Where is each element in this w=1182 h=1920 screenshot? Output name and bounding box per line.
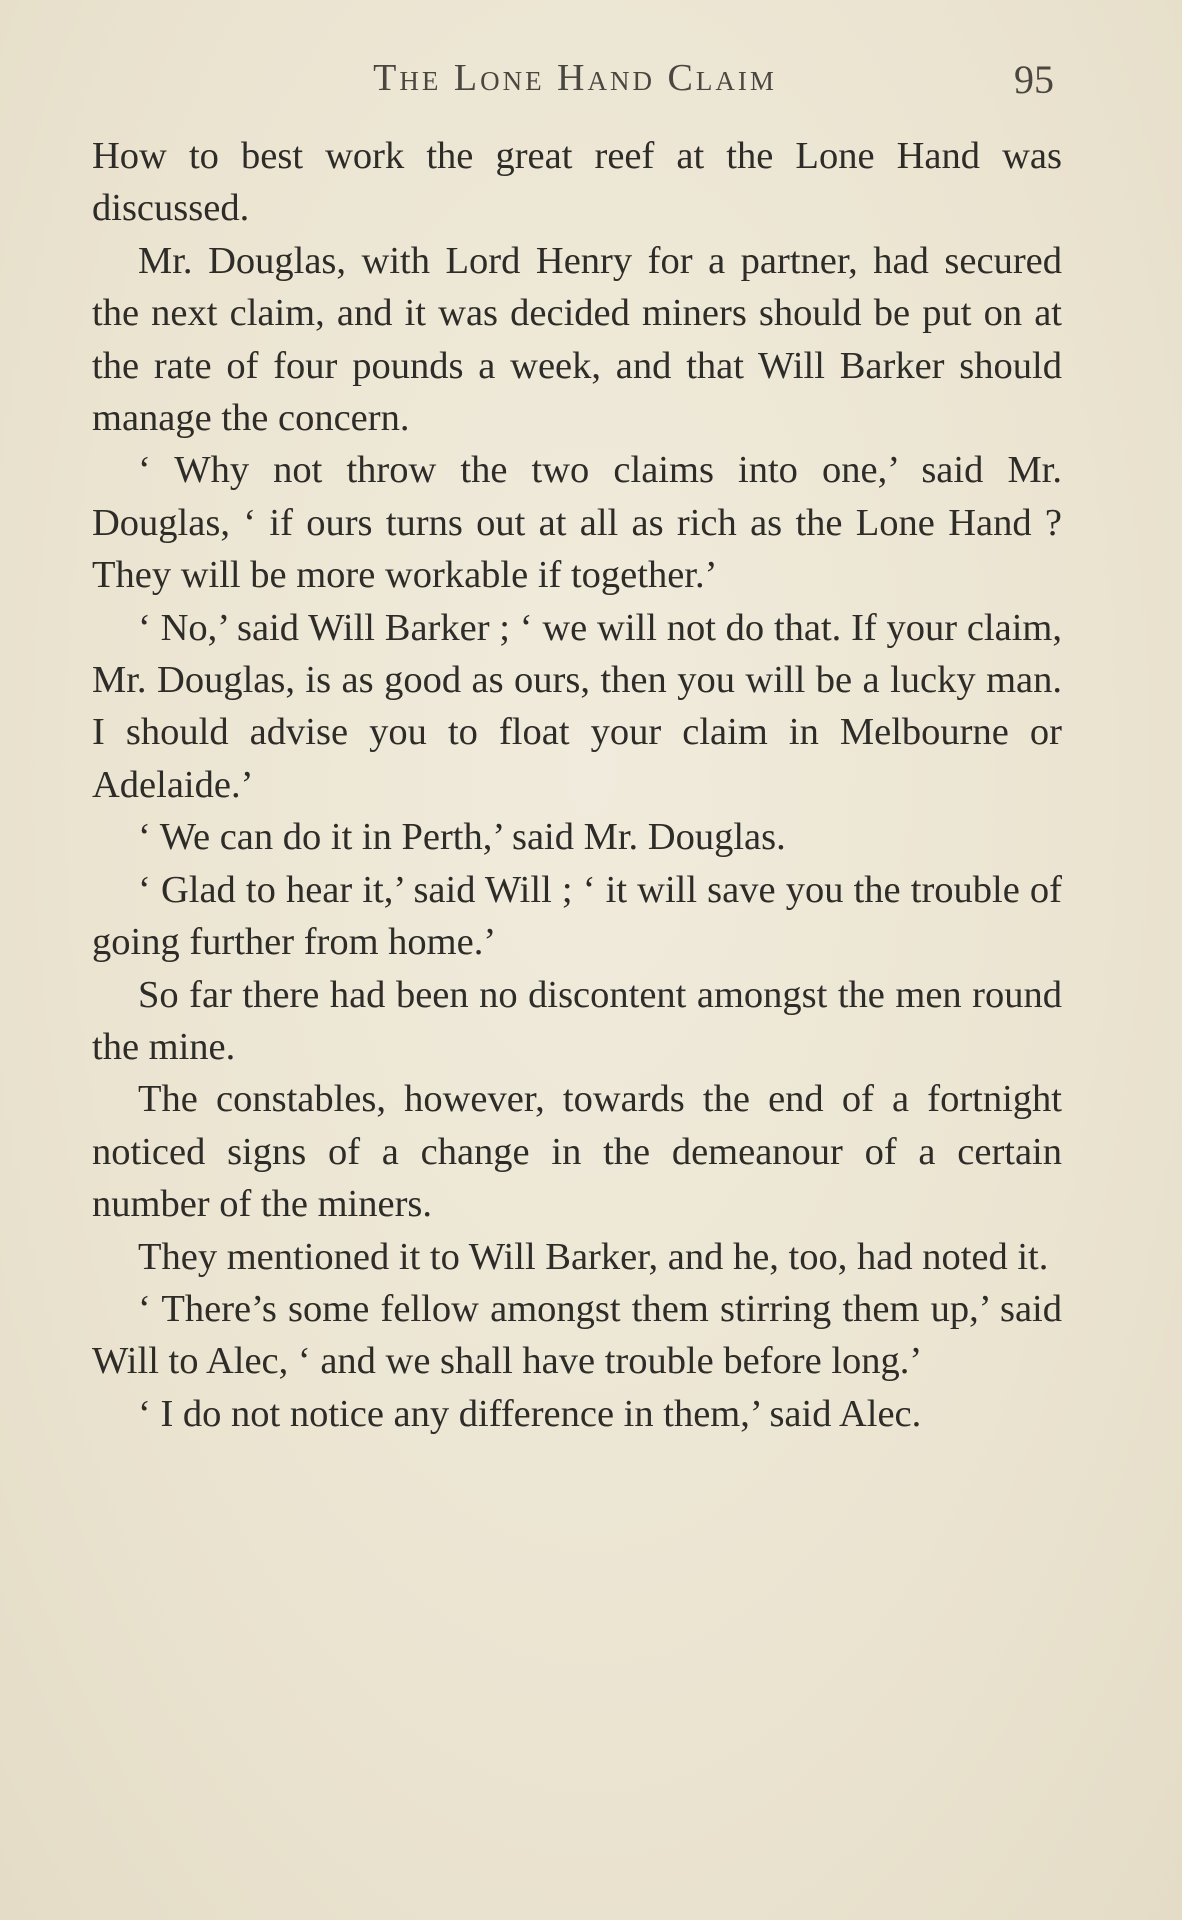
paragraph: So far there had been no discontent amongst the men round the mine. (92, 973, 1062, 1068)
paragraph: ‘ Glad to hear it,’ said Will ; ‘ it will save you the trouble of going further from home.’ (92, 868, 1062, 964)
page-number: 95 (1014, 57, 1054, 102)
paragraph: Mr. Douglas, with Lord Henry for a partner, had secured the next claim, and it was decided miners should be put on at the rate of four pounds a week, and that Will Barker should manage the concern. (92, 239, 1062, 440)
paragraph: The constables, however, towards the end of a fortnight noticed signs of a change in the demeanour of a certain number of the miners. (92, 1078, 1062, 1226)
paragraph: ‘ There’s some fellow amongst them stirring them up,’ said Will to Alec, ‘ and we shall have trouble before long.’ (92, 1287, 1062, 1383)
paragraph: ‘ No,’ said Will Barker ; ‘ we will not do that. If your claim, Mr. Douglas, is as good as ours, then you will be a lucky man. I should advise you to float your claim in Melbourne or Adelaide.’ (92, 606, 1062, 806)
paragraph: How to best work the great reef at the Lone Hand was discussed. (92, 135, 1062, 230)
paragraph: They mentioned it to Will Barker, and he, too, had noted it. (138, 1235, 1049, 1278)
paragraph: ‘ Why not throw the two claims into one,’ said Mr. Douglas, ‘ if ours turns out at all as rich as the Lone Hand ? They will be more workable if together.’ (92, 449, 1062, 597)
paragraph: ‘ I do not notice any difference in them,’ said Alec. (138, 1392, 922, 1435)
body-text (92, 130, 1062, 1440)
paragraph: ‘ We can do it in Perth,’ said Mr. Douglas. (138, 816, 786, 859)
running-head (96, 52, 1054, 108)
running-title: The Lone Hand Claim (373, 57, 777, 99)
